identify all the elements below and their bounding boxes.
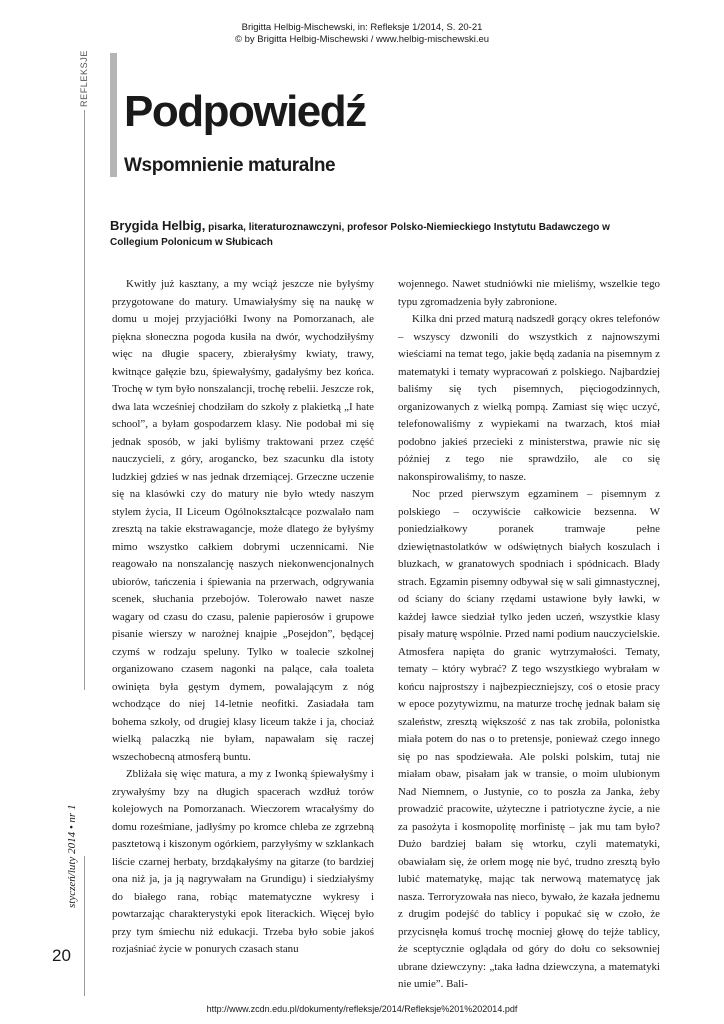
issue-label-text: styczeń/luty 2014 • nr 1: [66, 804, 78, 908]
issue-label: [64, 804, 80, 908]
paragraph: Kilka dni przed maturą nadszedł gorący okres telefonów – wszyscy dzwonili do wszystkich z najnowszymi wieściami na temat tego, jakie będą zadania na pisemnym z matematyki i tematy wypracowań z polskiego. Najbardziej baliśmy się tych pisemnych, pięciogodzinnych, organizowanych z wielką pompą. Zamiast się więc uczyć, telefonowaliśmy z wypiekami na twarzach, ktoś miał podobno jakieś przecieki z ministerstwa, prawie nic się później z tego nie sprawdziło, ale co się nakonspirowaliśmy, to nasze.: [398, 313, 660, 483]
page-number: 20: [52, 946, 71, 965]
text-column-right: [398, 276, 660, 994]
paragraph: Zbliżała się więc matura, a my z Iwonką śpiewałyśmy i zrywałyśmy bzy na długich spacerach wzdłuż torów kolejowych na Pomorzanach. Wieczorem wracałyśmy do domu roześmiane, jadłyśmy po kromce chleba ze zgrzebną pasztetową i kiszonym ogórkiem, parzyłyśmy w szklankach liście czarnej herbaty, brzdąkałyśmy na gitarze (to bardziej ona niż ja, ja ją nagrywałam na Grundigu) i siedziałyśmy do białego rana, robiąc matematyczne wykresy i powtarzając charakterystyki epok literackich. Więcej było przy tym śmiechu niż edukacji. Trzeba było sobie jakoś rozjaśniać życie w ponurych czasach stanu: [112, 768, 374, 955]
margin-rule-top: [84, 110, 85, 690]
section-label: [78, 49, 90, 107]
copyright-line: © by Brigitta Helbig-Mischewski / www.helbig-mischewski.eu: [234, 34, 490, 45]
paragraph: Kwitły już kasztany, a my wciąż jeszcze nie byłyśmy przygotowane do matury. Umawiałyśmy się na naukę w domu u mojej przyjaciółki Iwony na Pomorzanach, ale piękna słoneczna pogoda kusiła na dwór, wychodziłyśmy więc na długie spacery, zbierałyśmy kwiaty, trawy, kwitnące gałęzie bzu, śpiewałyśmy, gadałyśmy bez końca. Trochę w tym było nonszalancji, trochę rebelii. Jeszcze rok, dwa lata wcześniej chodziłam do szkoły z plakietką „I hate school”, a byłam gospodarzem klasy. Nie podobał mi się jednak sposób, w jaki byliśmy traktowani przez część nauczycieli, z góry, arogancko, bez szacunku dla istoty ludzkiej gdzieś w nas jednak drzemiącej. Grzeczne uczenie się na klasówki czy do matury nie było wtedy naszym stylem życia, II Liceum Ogólnokształcące pozwalało nam zresztą na takie ekstrawagancje, może dlatego że byłyśmy mimo wszystko całkiem dobrymi uczennicami. Nie reagowało na nonszalancję naszych niekonwencjonalnych ubiorów, tańczenia i śpiewania na przerwach, odgrywania scenek, słuchania przebojów. Tolerowało nawet nasze wagary od czasu do czasu, palenie papierosów i grupowe pisanie wierszy w narożnej knajpie „Posejdon”, będącej czymś w rodzaju speluny. Tylko w toalecie szkolnej organizowano czasem nagonki na palące, cała toaleta owinięta była gęstym dymem, powalającym z nóg wchodzące do niej 14-letnie neofitki. Zasiadała tam bohema szkoły, od drugiej klasy liceum także i ja, chociaż wielką palaczką nie byłam, napawałam się raczej wszechobecną atmosferą buntu.: [112, 278, 374, 763]
author-description: pisarka, literaturoznawczyni, profesor Polsko-Niemieckiego Instytutu Badawczego w Collegium Polonicum w Słubicach: [110, 222, 610, 248]
margin-rule-bottom: [84, 856, 85, 996]
paragraph: wojennego. Nawet studniówki nie mieliśmy, wszelkie tego typu zgromadzenia były zabronione.: [398, 278, 660, 308]
author-name: Brygida Helbig,: [110, 218, 206, 233]
text-column-left: [112, 276, 374, 959]
source-url: http://www.zcdn.edu.pl/dokumenty/refleksje/2014/Refleksje%201%202014.pdf: [206, 1004, 518, 1014]
author-block: [110, 218, 650, 250]
section-label-text: REFLEKSJE: [79, 50, 89, 107]
citation-line: Brigitta Helbig-Mischewski, in: Refleksje 1/2014, S. 20-21: [241, 22, 483, 33]
article-subtitle: Wspomnienie maturalne: [124, 155, 336, 176]
title-accent-bar: [110, 53, 117, 177]
paragraph: Noc przed pierwszym egzaminem – pisemnym z polskiego – oczywiście całkowicie bezsenna. W poniedziałkowy poranek tramwaje pełne dziewiętnastolatków w odświętnych białych koszulach i bluzkach, w granatowych spodniach i spódnicach. Blady strach. Egzamin pisemny odbywał się w sali gimnastycznej, od ściany do ściany rzędami ustawione były ławki, w każdej ławce siedział tylko jeden uczeń, wszystkie klasy pisały maturę wspólnie. Przed nami podium nauczycielskie. Atmosfera napięta do granic wytrzymałości. Tematy, tematy – który wybrać? Z tego wszystkiego wybrałam w końcu najprostszy i najbezpieczniejszy, coś o etosie pracy w epoce pozytywizmu, na maturze trochę jednak bałam się szaleństw, zresztą większość z nas tak zrobiła, polonistka miała potem do nas o to pretensje, ponieważ czego innego się po nas spodziewała. Ale polski polskim, tutaj nie miałam obaw, pisałam jak w transie, o moim ulubionym Nad Niemnem, o Justynie, co to poszła za Janka, żeby prowadzić pracowite, użyteczne i patriotyczne życie, a nie za pasożyta i kosmopolitę morfinistę – jak mu tam było? Dużo bardziej bałam się wtorku, czyli matematyki, obawiałam się, że orłem mogę nie być, trudno zresztą było lubić matematykę, mając tak nerwową matematycę jak nasza. Terroryzowała nas nieco, bywało, że kazała jednemu z drugim podejść do tablicy i popukać się w czoło, że przycisnęła komuś trochę mocniej głowę do tejże tablicy, że sceptycznie oglądała od góry do dołu co seksowniej ubrane dziewczyny: „taka ładna dziewczyna, a matematyki nie umie”. Bali-: [398, 488, 660, 990]
article-title: Podpowiedź: [124, 87, 366, 136]
